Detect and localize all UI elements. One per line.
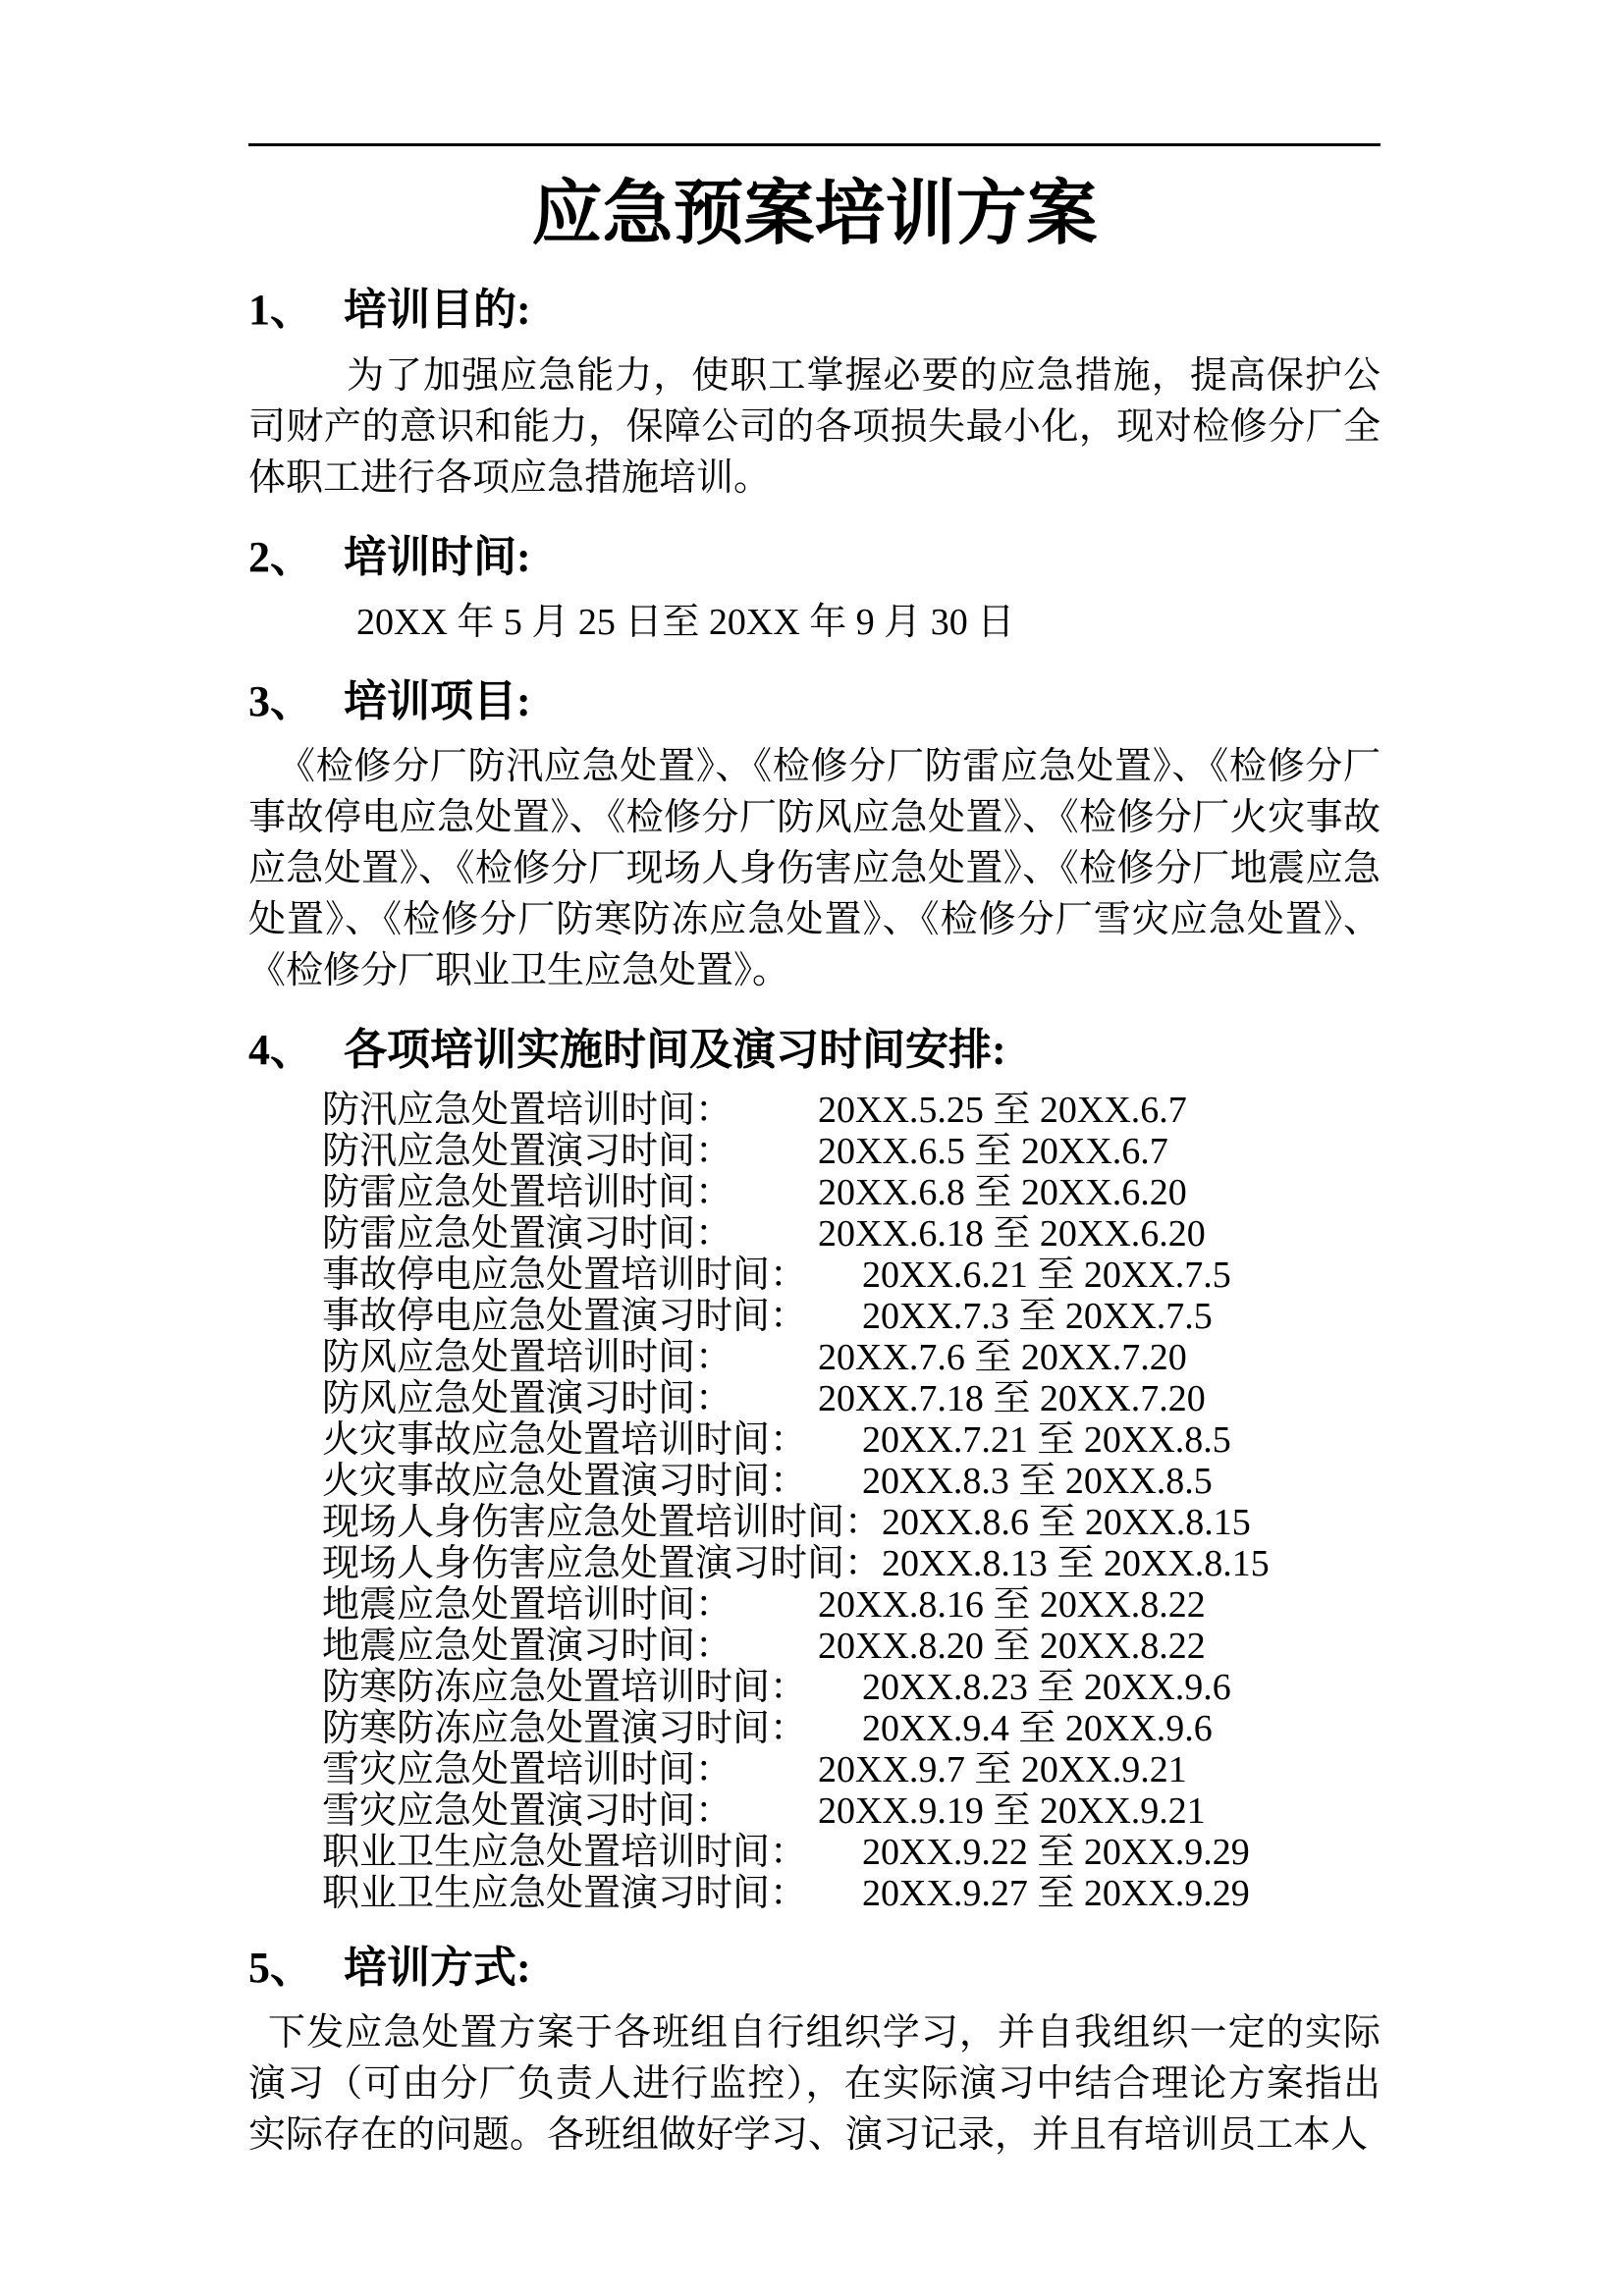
schedule-row [322, 1790, 1380, 1832]
section-1-heading [248, 282, 1380, 338]
schedule-label: 火灾事故应急处置培训时间： [322, 1419, 808, 1462]
schedule-label: 地震应急处置培训时间： [322, 1584, 733, 1627]
schedule-label: 现场人身伤害应急处置演习时间： [322, 1543, 883, 1585]
section-3-body: 《检修分厂防汛应急处置》、《检修分厂防雷应急处置》、《检修分厂事故停电应急处置》、《检修分厂防风应急处置》、《检修分厂火灾事故应急处置》、《检修分厂现场人身伤害应急处置》、《检修分厂地震应急处置》、《检修分厂防寒防冻应急处置》、《检修分厂雪灾应急处置》、《检修分厂职业卫生应急处置》。 [248, 745, 1380, 991]
section-5-number: 5、 [248, 1944, 313, 1993]
schedule-value: 20XX.9.27 至 20XX.9.29 [862, 1873, 1250, 1915]
section-5-heading [248, 1940, 1380, 1996]
schedule-value: 20XX.7.18 至 20XX.7.20 [818, 1378, 1206, 1420]
section-2-number: 2、 [248, 532, 313, 581]
schedule-label: 职业卫生应急处置培训时间： [322, 1832, 808, 1874]
section-5-body: 下发应急处置方案于各班组自行组织学习，并自我组织一定的实际演习（可由分厂负责人进行监控），在实际演习中结合理论方案指出实际存在的问题。各班组做好学习、演习记录，并且有培训员工本人 [248, 2012, 1380, 2157]
schedule-label: 防雷应急处置培训时间： [322, 1172, 733, 1214]
schedule-value: 20XX.6.5 至 20XX.6.7 [818, 1131, 1168, 1173]
schedule-value: 20XX.8.6 至 20XX.8.15 [882, 1502, 1251, 1544]
schedule-value: 20XX.6.21 至 20XX.7.5 [862, 1255, 1231, 1297]
section-4-heading [248, 1022, 1380, 1078]
schedule-row [322, 1090, 1380, 1131]
section-1-body: 为了加强应急能力，使职工掌握必要的应急措施，提高保护公司财产的意识和能力，保障公司的各项损失最小化，现对检修分厂全体职工进行各项应急措施培训。 [248, 354, 1380, 499]
schedule-value: 20XX.8.16 至 20XX.8.22 [818, 1584, 1206, 1627]
schedule-value: 20XX.7.3 至 20XX.7.5 [862, 1296, 1213, 1338]
schedule-row [322, 1749, 1380, 1790]
schedule-row [322, 1461, 1380, 1502]
section-4-number: 4、 [248, 1025, 313, 1074]
document-title: 应急预案培训方案 [531, 175, 1098, 253]
schedule-row [322, 1543, 1380, 1584]
schedule-label: 职业卫生应急处置演习时间： [322, 1873, 808, 1915]
section-3-number: 3、 [248, 676, 313, 725]
schedule-row [322, 1172, 1380, 1213]
schedule-label: 雪灾应急处置培训时间： [322, 1749, 733, 1791]
schedule-value: 20XX.9.7 至 20XX.9.21 [818, 1749, 1187, 1791]
schedule-label: 雪灾应急处置演习时间： [322, 1790, 733, 1833]
schedule-value: 20XX.7.21 至 20XX.8.5 [862, 1419, 1231, 1462]
schedule-value: 20XX.8.13 至 20XX.8.15 [882, 1543, 1270, 1585]
schedule-row [322, 1708, 1380, 1749]
schedule-value: 20XX.9.4 至 20XX.9.6 [862, 1708, 1213, 1750]
training-schedule-list [248, 1090, 1380, 1914]
schedule-value: 20XX.8.3 至 20XX.8.5 [862, 1461, 1213, 1503]
schedule-row [322, 1832, 1380, 1873]
section-2-heading [248, 529, 1380, 585]
schedule-row [322, 1502, 1380, 1543]
schedule-row [322, 1255, 1380, 1296]
schedule-value: 20XX.8.23 至 20XX.9.6 [862, 1667, 1231, 1709]
schedule-value: 20XX.8.20 至 20XX.8.22 [818, 1626, 1206, 1668]
schedule-value: 20XX.6.18 至 20XX.6.20 [818, 1213, 1206, 1255]
schedule-row [322, 1873, 1380, 1914]
section-2-title: 培训时间: [344, 532, 531, 581]
schedule-label: 事故停电应急处置培训时间： [322, 1255, 808, 1297]
schedule-label: 现场人身伤害应急处置培训时间： [322, 1502, 883, 1544]
schedule-label: 火灾事故应急处置演习时间： [322, 1461, 808, 1503]
schedule-value: 20XX.9.22 至 20XX.9.29 [862, 1832, 1250, 1874]
schedule-label: 防雷应急处置演习时间： [322, 1213, 733, 1255]
schedule-row [322, 1131, 1380, 1172]
section-3-title: 培训项目: [344, 676, 531, 725]
schedule-row [322, 1337, 1380, 1378]
schedule-row [322, 1296, 1380, 1337]
schedule-label: 防风应急处置培训时间： [322, 1337, 733, 1379]
header-rule [248, 143, 1380, 146]
schedule-value: 20XX.9.19 至 20XX.9.21 [818, 1790, 1206, 1833]
section-3-heading [248, 673, 1380, 729]
schedule-row [322, 1213, 1380, 1255]
schedule-row [322, 1667, 1380, 1708]
schedule-label: 防汛应急处置培训时间： [322, 1090, 733, 1132]
schedule-label: 防风应急处置演习时间： [322, 1378, 733, 1420]
schedule-label: 事故停电应急处置演习时间： [322, 1296, 808, 1338]
schedule-row [322, 1584, 1380, 1626]
section-5-title: 培训方式: [344, 1944, 531, 1993]
schedule-label: 防汛应急处置演习时间： [322, 1131, 733, 1173]
section-2-body: 20XX 年 5 月 25 日至 20XX 年 9 月 30 日 [356, 601, 1015, 643]
schedule-row [322, 1378, 1380, 1419]
schedule-value: 20XX.6.8 至 20XX.6.20 [818, 1172, 1187, 1214]
schedule-row [322, 1419, 1380, 1461]
section-4-title: 各项培训实施时间及演习时间安排: [344, 1025, 1006, 1074]
schedule-row [322, 1626, 1380, 1667]
section-1-title: 培训目的: [344, 286, 531, 335]
schedule-label: 防寒防冻应急处置培训时间： [322, 1667, 808, 1709]
section-1-number: 1、 [248, 286, 313, 335]
schedule-label: 防寒防冻应急处置演习时间： [322, 1708, 808, 1750]
schedule-label: 地震应急处置演习时间： [322, 1626, 733, 1668]
schedule-value: 20XX.5.25 至 20XX.6.7 [818, 1090, 1187, 1132]
schedule-value: 20XX.7.6 至 20XX.7.20 [818, 1337, 1187, 1379]
